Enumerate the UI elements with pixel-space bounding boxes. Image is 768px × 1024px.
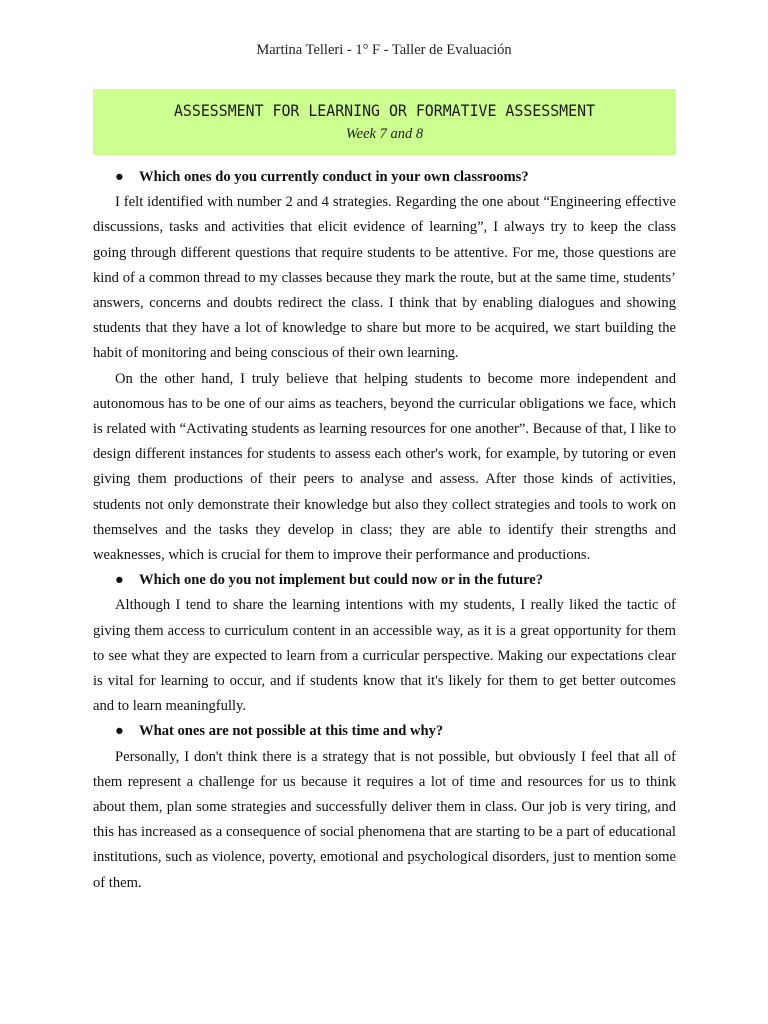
question-heading — [93, 165, 676, 190]
document-body — [93, 165, 676, 896]
paragraph: On the other hand, I truly believe that helping students to become more independent and autonomous has to be one of our aims as teachers, beyond the curricular obligations we face, which is related with “Activating students as learning resources for one another”. Because of that, I like to design different instances for students to assess each other's work, for example, by tutoring or even giving them productions of their peers to analyse and assess. After those kinds of activities, students not only demonstrate their knowledge but also they collect strategies and tools to work on themselves and the tasks they develop in class; they are able to identify their strengths and weaknesses, which is crucial for them to improve their performance and productions. — [93, 370, 676, 564]
question-heading — [93, 568, 676, 593]
document-title: ASSESSMENT FOR LEARNING OR FORMATIVE ASSESSMENT — [173, 101, 596, 120]
question-text: Which one do you not implement but could now or in the future? — [139, 572, 544, 589]
bullet-icon: ● — [115, 572, 124, 589]
paragraph: Personally, I don't think there is a strategy that is not possible, but obviously I feel that all of them represent a challenge for us because it requires a lot of time and resources for us to think about them, plan some strategies and successfully deliver them in class. Our job is very tiring, and this has increased as a consequence of social phenomena that are starting to be a part of educational institutions, such as violence, poverty, emotional and psychological disorders, just to mention some of them. — [93, 748, 676, 891]
document-subtitle: Week 7 and 8 — [345, 126, 424, 142]
running-header: Martina Telleri - 1° F - Taller de Evaluación — [256, 42, 512, 58]
question-text: Which ones do you currently conduct in your own classrooms? — [139, 169, 529, 185]
question-text: What ones are not possible at this time and why? — [139, 723, 444, 740]
question-heading — [93, 719, 676, 744]
paragraph: Although I tend to share the learning intentions with my students, I really liked the tactic of giving them access to curriculum content in an accessible way, as it is a great opportunity for them to see what they are expected to learn from a curricular perspective. Making our expectations clear is vital for learning to occur, and if students know that it's likely for them to get better outcomes and to learn meaningfully. — [93, 597, 676, 715]
title-banner — [93, 89, 676, 155]
paragraph: I felt identified with number 2 and 4 strategies. Regarding the one about “Engineering effective discussions, tasks and activities that elicit evidence of learning”, I always try to keep the class going through different questions that require students to be attentive. For me, those questions are kind of a common thread to my classes because they mark the route, but at the same time, students’ answers, concerns and doubts redirect the class. I think that by enabling dialogues and showing students that they have a lot of knowledge to share but more to be acquired, we start building the habit of monitoring and being conscious of their own learning. — [93, 194, 676, 362]
bullet-icon: ● — [115, 723, 124, 740]
bullet-icon: ● — [115, 169, 124, 185]
